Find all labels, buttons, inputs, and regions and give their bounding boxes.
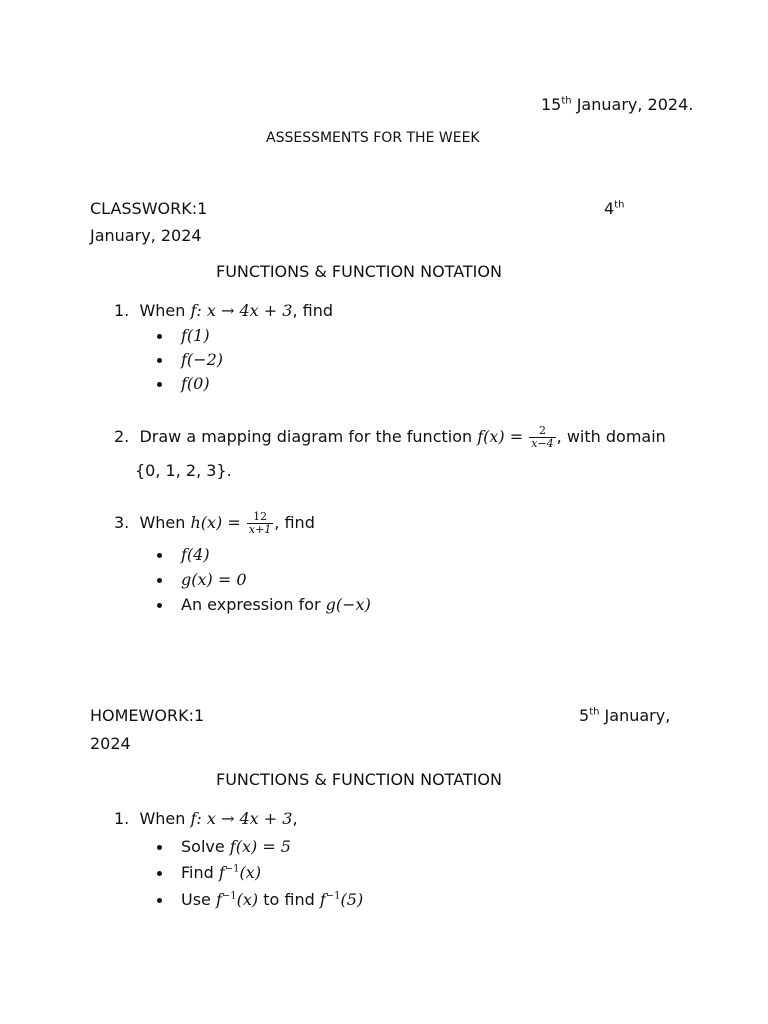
cw-question-1: 1. When f: x → 4x + 3, find: [114, 301, 333, 320]
cw-question-3: 3. When h(x) = $\frac{12}{x+1}$ , find: [114, 510, 315, 536]
cw-question-2-domain: {0, 1, 2, 3}.: [135, 461, 232, 480]
classwork-date-rest: January, 2024: [90, 226, 202, 245]
homework-heading: FUNCTIONS & FUNCTION NOTATION: [216, 770, 502, 789]
classwork-date-day: 4th: [604, 199, 625, 218]
homework-date-year: 2024: [90, 734, 131, 753]
classwork-label: CLASSWORK:1: [90, 199, 208, 218]
cw-question-2: 2. Draw a mapping diagram for the function f(x) = $\frac{2}{x-4}$ , with domain: [114, 424, 666, 450]
homework-date: 5th January,: [579, 706, 671, 725]
document-date: 15th January, 2024.: [541, 95, 694, 114]
page-title: ASSESSMENTS FOR THE WEEK: [266, 130, 480, 146]
fraction: $\frac{12}{x+1}$: [248, 510, 272, 536]
homework-label: HOMEWORK:1: [90, 706, 205, 725]
hw-question-1: 1. When f: x → 4x + 3,: [114, 809, 298, 828]
classwork-heading: FUNCTIONS & FUNCTION NOTATION: [216, 262, 502, 281]
fraction: $\frac{2}{x-4}$: [531, 424, 554, 450]
